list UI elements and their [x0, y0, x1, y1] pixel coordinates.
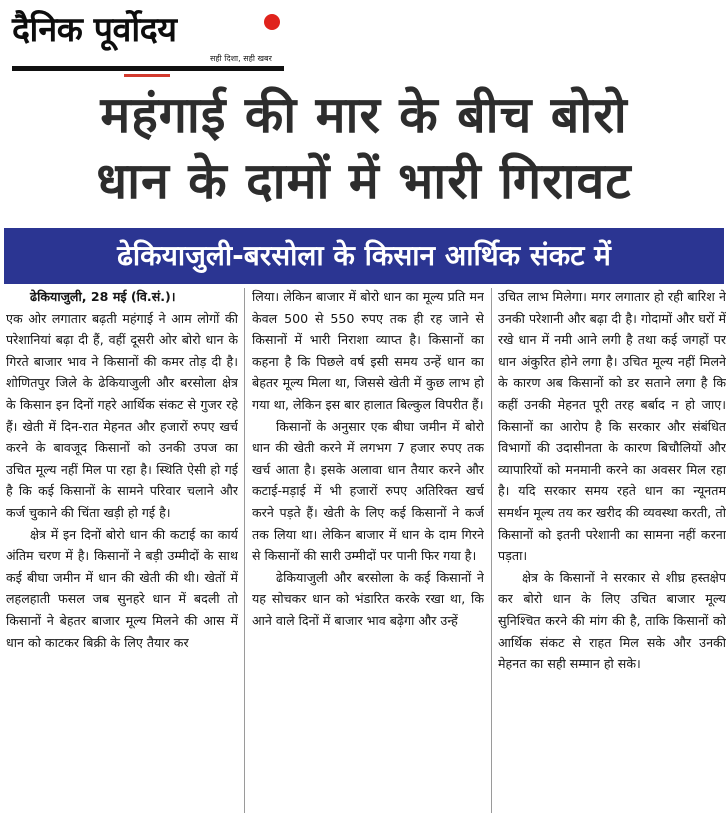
newspaper-title: दैनिक पूर्वोदय — [12, 10, 177, 50]
subheadline-banner: ढेकियाजुली-बरसोला के किसान आर्थिक संकट में — [4, 228, 724, 284]
paragraph: क्षेत्र के किसानों ने सरकार से शीघ्र हस्तक्षेप कर बोरो धान के लिए उचित बाजार मूल्य सुनिश्चित करने की मांग की है, ताकि किसानों को आर्थिक संकट से राहत मिल सके और उनकी मेहनत का सही सम्मान हो सके। — [498, 569, 726, 672]
article-column-2 — [252, 286, 484, 817]
paragraph: एक ओर लगातार बढ़ती महंगाई ने आम लोगों की परेशानियां बढ़ा दी हैं, वहीं दूसरी ओर बोरो धान के गिरते बाजार भाव ने किसानों की कमर तोड़ दी है। शोणितपुर जिले के ढेकियाजुली और बरसोला क्षेत्र के किसान इन दिनों गहरे आर्थिक संकट से गुजर रहे हैं। खेती में दिन-रात मेहनत और हजारों रुपए खर्च करने के बावजूद किसानों को उनकी उपज का उचित मूल्य नहीं मिल पा रहा है। स्थिति ऐसी हो गई है कि कई किसानों के सामने परिवार चलाने और कर्ज चुकाने की चिंता खड़ी हो गई है। — [6, 310, 238, 520]
article-body — [4, 286, 726, 817]
paragraph: ढेकियाजुली और बरसोला के कई किसानों ने यह सोचकर धान को भंडारित करके रखा था, कि आने वाले दिनों में बाजार भाव बढ़ेगा और उन्हें — [252, 569, 484, 628]
article-column-1 — [6, 286, 238, 817]
masthead-rule — [12, 66, 284, 71]
column-divider — [491, 288, 492, 813]
paragraph: किसानों के अनुसार एक बीघा जमीन में बोरो धान की खेती करने में लगभग 7 हजार रुपए तक खर्च आता है। इसके अलावा धान तैयार करने और कटाई-मड़ाई में भी हजारों रुपए अतिरिक्त खर्च करने पड़ते हैं। खेती के लिए कई किसानों ने कर्ज तक लिया था। लेकिन बाजार में धान के दाम गिरने से किसानों की सारी उम्मीदों पर पानी फिर गया है। — [252, 418, 484, 564]
headline-line-2: धान के दामों में भारी गिरावट — [96, 152, 632, 210]
paragraph: क्षेत्र में इन दिनों बोरो धान की कटाई का कार्य अंतिम चरण में है। किसानों ने बड़ी उम्मीदों के साथ कई बीघा जमीन में धान की खेती की थी। खेतों में लहलहाती फसल जब सुनहरे धान में बदली तो किसानों ने बेहतर बाजार मूल्य मिलने की आस में धान को काटकर बिक्री के लिए तैयार कर — [6, 526, 238, 650]
masthead-accent-bar — [124, 74, 170, 77]
paragraph: लिया। लेकिन बाजार में बोरो धान का मूल्य प्रति मन केवल 500 से 550 रुपए तक ही रह जाने से किसानों में भारी निराशा व्याप्त है। किसानों का कहना है कि पिछले वर्ष इसी समय उन्हें धान का बेहतर मूल्य मिला था, जिससे खेती में कुछ लाभ हो गया था, लेकिन इस बार हालात बिल्कुल विपरीत हैं। — [252, 289, 484, 412]
dateline: ढेकियाजुली, 28 मई (वि.सं.)। — [30, 289, 176, 304]
headline-line-1: महंगाई की मार के बीच बोरो — [100, 86, 628, 144]
column-divider — [244, 288, 245, 813]
logo-red-dot-icon — [264, 14, 280, 30]
paragraph: उचित लाभ मिलेगा। मगर लगातार हो रही बारिश ने उनकी परेशानी और बढ़ा दी है। गोदामों और घरों में रखे धान में नमी आने लगी है तथा कई जगहों पर धान अंकुरित होने लगा है। उचित मूल्य नहीं मिलने के कारण अब किसानों को डर सताने लगा है कि कहीं उनकी मेहनत पूरी तरह बर्बाद न हो जाए। किसानों का आरोप है कि सरकार और संबंधित विभागों की उदासीनता के कारण बिचौलियों और व्यापारियों को मनमानी करने का अवसर मिल रहा है। यदि सरकार समय रहते धान का न्यूनतम समर्थन मूल्य तय कर खरीद की व्यवस्था करती, तो किसानों को इतनी परेशानी का सामना नहीं करना पड़ता। — [498, 289, 726, 564]
article-column-3 — [498, 286, 726, 817]
newspaper-tagline: सही दिशा, सही खबर — [210, 54, 272, 63]
headline — [0, 82, 728, 214]
masthead — [12, 8, 282, 74]
